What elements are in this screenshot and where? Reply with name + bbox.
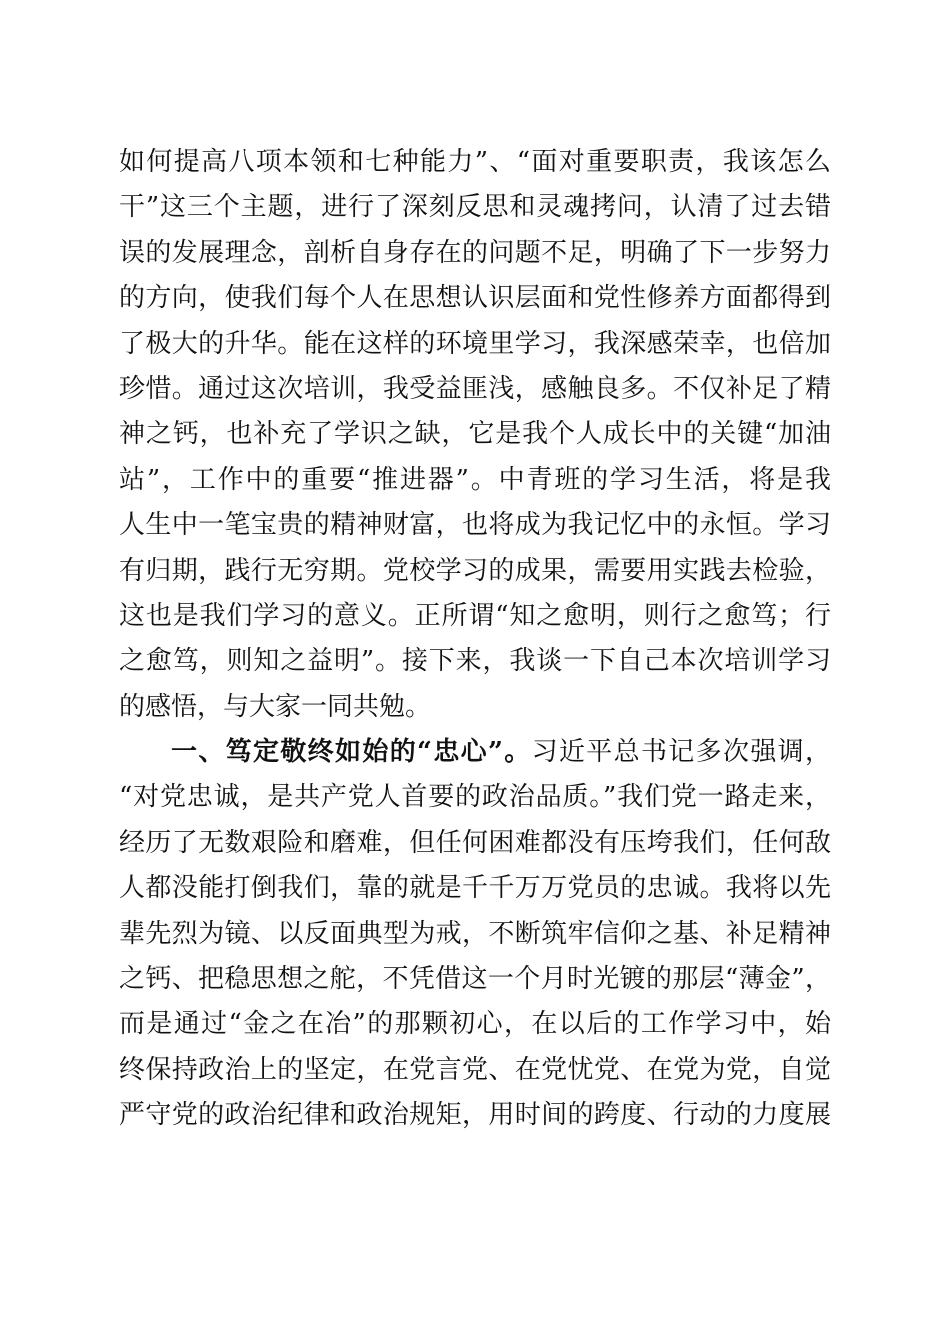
text-line: 人都没能打倒我们，靠的就是千千万万党员的忠诚。我将以先: [119, 873, 831, 904]
text-line: 有归期，践行无穷期。党校学习的成果，需要用实践去检验，: [119, 555, 831, 586]
text-line: 终保持政治上的坚定，在党言党、在党忧党、在党为党，自觉: [119, 1054, 831, 1085]
text-line: “对党忠诚，是共产党人首要的政治品质。”我们党一路走来，: [119, 782, 831, 813]
document-body: [119, 140, 831, 1139]
text-line: 干”这三个主题，进行了深刻反思和灵魂拷问，认清了过去错: [119, 192, 831, 223]
text-line: 严守党的政治纪律和政治规矩，用时间的跨度、行动的力度展: [119, 1100, 831, 1131]
section-loyalty: [119, 730, 831, 1139]
text-line: 如何提高八项本领和七种能力”、“面对重要职责，我该怎么: [119, 147, 831, 177]
text-line: 人生中一笔宝贵的精神财富，也将成为我记忆中的永恒。学习: [119, 510, 831, 541]
section-heading-rest: 习近平总书记多次强调，: [531, 737, 831, 768]
text-line: 珍惜。通过这次培训，我受益匪浅，感触良多。不仅补足了精: [119, 373, 831, 404]
text-line: 的方向，使我们每个人在思想认识层面和党性修养方面都得到: [119, 283, 831, 314]
text-line: 辈先烈为镜、以反面典型为戒，不断筑牢信仰之基、补足精神: [119, 918, 831, 949]
section-heading: 一、笃定敬终如始的“忠心”。: [171, 737, 532, 768]
text-line: 站”，工作中的重要“推进器”。中青班的学习生活，将是我: [119, 464, 831, 495]
text-line: 神之钙，也补充了学识之缺，它是我个人成长中的关键“加油: [119, 419, 831, 450]
text-line: 之钙、把稳思想之舵，不凭借这一个月时光镀的那层“薄金”，: [119, 964, 831, 995]
text-line: 的感悟，与大家一同共勉。: [119, 691, 432, 722]
text-line: 误的发展理念，剖析自身存在的问题不足，明确了下一步努力: [119, 237, 831, 268]
section-first-line: [119, 730, 831, 775]
text-line: 经历了无数艰险和磨难，但任何困难都没有压垮我们，任何敌: [119, 827, 831, 858]
text-line: 了极大的升华。能在这样的环境里学习，我深感荣幸，也倍加: [119, 328, 831, 359]
text-line: 之愈笃，则知之益明”。接下来，我谈一下自己本次培训学习: [119, 646, 831, 677]
paragraph-intro: [119, 140, 831, 730]
text-line: 这也是我们学习的意义。正所谓“知之愈明，则行之愈笃；行: [119, 600, 831, 631]
text-line: 而是通过“金之在冶”的那颗初心，在以后的工作学习中，始: [119, 1009, 831, 1040]
